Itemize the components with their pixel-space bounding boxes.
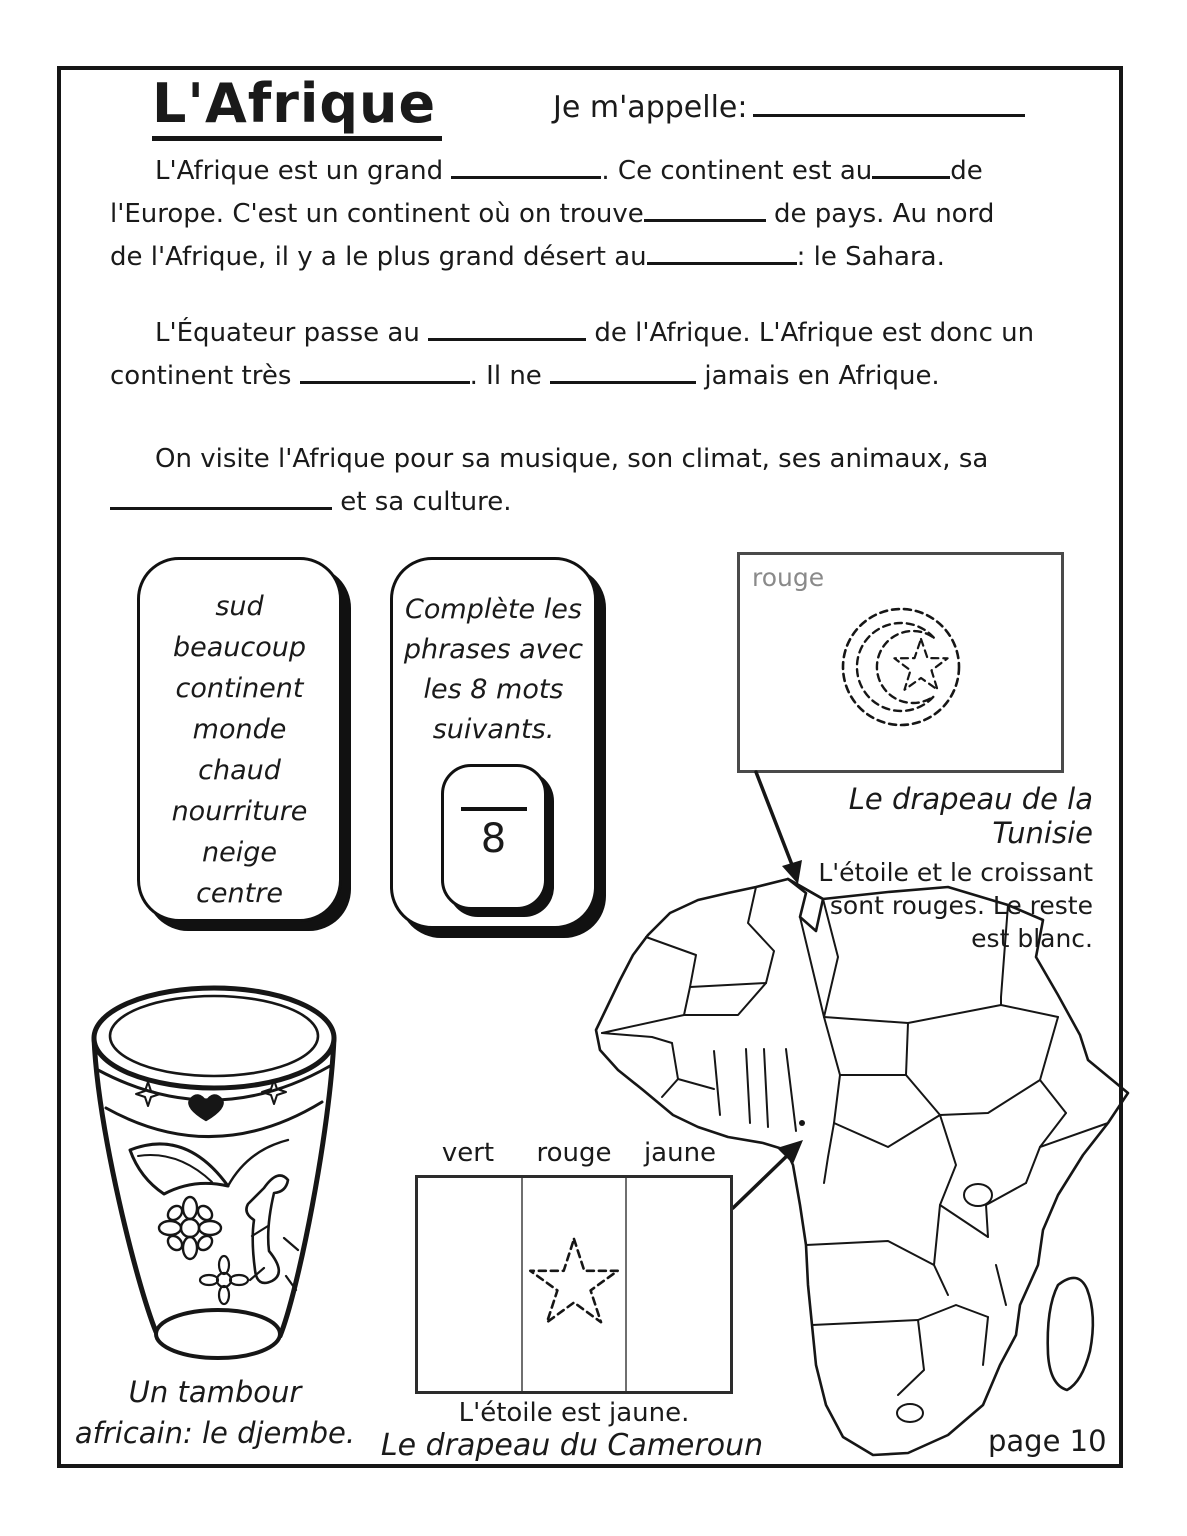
fill-in-blank (451, 150, 601, 179)
name-blank (753, 84, 1025, 117)
cameroon-stripe-green (418, 1178, 521, 1391)
word-list-item: neige (202, 837, 277, 868)
worksheet-text-line: et sa culture. (110, 481, 1088, 524)
tunisia-note-line: L'étoile et le croissant (818, 858, 1093, 887)
paragraph-equator (110, 312, 1088, 398)
tunisia-caption: Le drapeau de la Tunisie (848, 782, 1093, 850)
cameroon-note: L'étoile est jaune. (458, 1398, 690, 1428)
word-list-item: monde (192, 714, 287, 745)
worksheet-text-line: de l'Afrique, il y a le plus grand désert au : le Sahara. (110, 236, 1088, 279)
word-list-item: centre (196, 878, 283, 909)
word-list-item: beaucoup (172, 632, 307, 663)
cameroon-label-rouge: rouge (536, 1138, 612, 1168)
fill-in-blank (872, 150, 950, 179)
instruction-line: les 8 mots (423, 674, 564, 705)
paragraph-intro (110, 150, 1088, 279)
fill-in-blank (644, 193, 766, 222)
instruction-line: Complète les (405, 594, 582, 625)
worksheet-text-line: l'Europe. C'est un continent où on trouve de pays. Au nord (110, 193, 1088, 236)
djembe-drum-illustration (78, 980, 350, 1372)
word-list-item: continent (175, 673, 304, 704)
cameroon-label-vert: vert (441, 1138, 495, 1168)
paragraph-visit (110, 438, 1088, 524)
worksheet-text-line: On visite l'Afrique pour sa musique, son climat, ses animaux, sa (155, 444, 989, 474)
word-list-item: sud (215, 591, 264, 622)
cameroon-flag (415, 1175, 733, 1394)
fill-in-blank (110, 481, 332, 510)
worksheet-text-line: L'Équateur passe au de l'Afrique. L'Afrique est donc un (110, 312, 1088, 355)
word-list-card (137, 557, 342, 922)
word-count: 8 (480, 816, 507, 862)
cameroon-label-jaune: jaune (643, 1138, 717, 1168)
worksheet-text-line: L'Afrique est un grand . Ce continent est au de (110, 150, 1088, 193)
name-line (553, 84, 1025, 125)
tunisia-flag (737, 552, 1064, 773)
crescent-star-icon (826, 592, 976, 742)
tunisia-note-line: est blanc. (971, 924, 1093, 953)
cameroon-arrow (723, 1118, 823, 1218)
word-list-item: chaud (198, 755, 281, 786)
drum-caption-line: africain: le djembe. (74, 1416, 356, 1450)
cameroon-star-icon (519, 1230, 629, 1340)
cameroon-stripe-yellow (627, 1178, 730, 1391)
count-blank-line (461, 807, 527, 811)
tunisia-note-line: sont rouges. Le reste (829, 891, 1093, 920)
instruction-line: suivants. (432, 714, 555, 745)
drum-caption-line: Un tambour (128, 1375, 302, 1409)
word-list-item: nourriture (171, 796, 308, 827)
tunisia-color-label: rouge (752, 563, 825, 592)
drum-caption (70, 1372, 360, 1454)
page-number: page 10 (988, 1424, 1107, 1458)
fill-in-blank (550, 355, 696, 384)
instruction-lines (393, 590, 594, 750)
fill-in-blank (647, 236, 797, 265)
instruction-line: phrases avec (403, 634, 584, 665)
fill-in-blank (300, 355, 470, 384)
worksheet-text-line: continent très . Il ne jamais en Afrique. (110, 355, 1088, 398)
name-label: Je m'appelle: (553, 90, 748, 125)
cameroon-caption: Le drapeau du Cameroun (380, 1428, 764, 1463)
fill-in-blank (428, 312, 586, 341)
instruction-card (390, 557, 597, 929)
page-title: L'Afrique (152, 74, 442, 141)
word-count-box (441, 764, 547, 910)
